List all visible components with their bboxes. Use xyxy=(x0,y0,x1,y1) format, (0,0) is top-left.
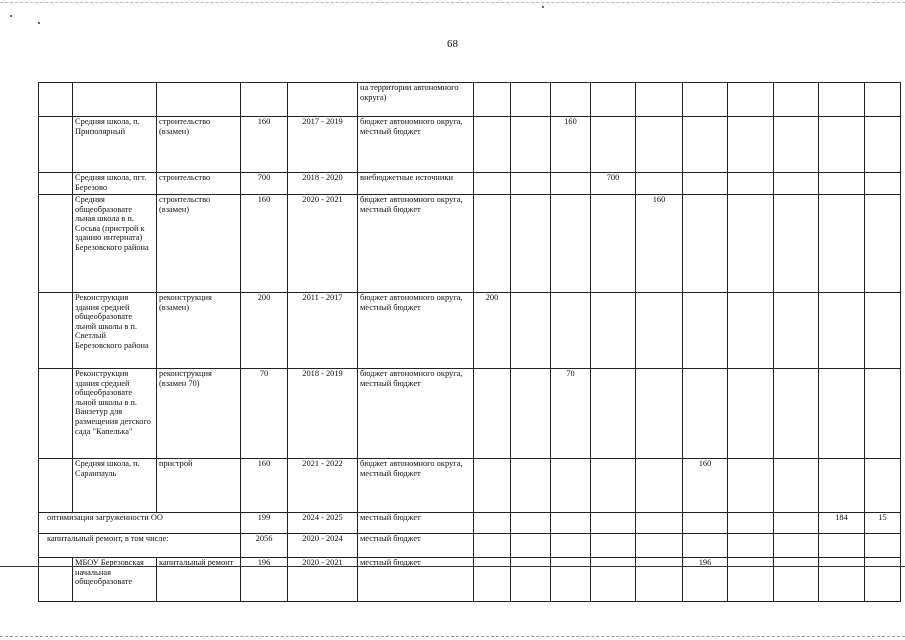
value-cell xyxy=(551,173,591,195)
funding-source-cell: бюджет автономного округа, местный бюджет xyxy=(358,293,474,369)
value-cell xyxy=(474,173,511,195)
table-row xyxy=(39,459,901,513)
bottom-scan-line xyxy=(0,636,905,637)
value-cell xyxy=(591,513,636,534)
value-cell xyxy=(511,513,551,534)
value-cell xyxy=(511,173,551,195)
funding-source-cell: местный бюджет xyxy=(358,513,474,534)
value-cell xyxy=(474,558,511,602)
years-cell: 2020 - 2024 xyxy=(288,534,358,558)
funding-source-cell: бюджет автономного округа, местный бюджет xyxy=(358,459,474,513)
years-cell xyxy=(288,83,358,117)
value-cell xyxy=(591,534,636,558)
index-cell xyxy=(39,558,73,602)
work-type-cell: реконструкция (взамен 70) xyxy=(157,369,241,459)
value-cell xyxy=(774,558,819,602)
value-cell xyxy=(511,369,551,459)
value-cell: 160 xyxy=(683,459,728,513)
value-cell xyxy=(865,369,901,459)
value-cell: 160 xyxy=(636,195,683,293)
value-cell xyxy=(728,459,774,513)
value-cell xyxy=(474,459,511,513)
index-cell xyxy=(39,293,73,369)
value-cell xyxy=(774,513,819,534)
value-cell xyxy=(865,117,901,173)
years-cell: 2020 - 2021 xyxy=(288,558,358,602)
work-type-cell: реконструкция (взамен) xyxy=(157,293,241,369)
value-cell xyxy=(819,173,865,195)
object-name-cell: Средняя школа, п. Приполярный xyxy=(73,117,157,173)
funding-source-cell: бюджет автономного округа, местный бюджет xyxy=(358,195,474,293)
value-cell xyxy=(474,369,511,459)
value-cell xyxy=(474,117,511,173)
work-type-cell: строительство xyxy=(157,173,241,195)
scan-dot xyxy=(38,22,40,24)
index-cell xyxy=(39,195,73,293)
value-cell xyxy=(511,83,551,117)
table-row xyxy=(39,558,901,602)
capacity-cell: 70 xyxy=(241,369,288,459)
index-cell xyxy=(39,459,73,513)
capacity-cell: 199 xyxy=(241,513,288,534)
summary-label-cell: капитальный ремонт, в том числе: xyxy=(39,534,241,558)
value-cell xyxy=(551,558,591,602)
work-type-cell: капитальный ремонт xyxy=(157,558,241,602)
value-cell xyxy=(591,459,636,513)
value-cell xyxy=(591,369,636,459)
value-cell xyxy=(591,558,636,602)
object-name-cell: Средняя школа, п. Саранпауль xyxy=(73,459,157,513)
value-cell xyxy=(819,293,865,369)
value-cell xyxy=(728,83,774,117)
summary-row xyxy=(39,513,901,534)
value-cell xyxy=(774,459,819,513)
value-cell xyxy=(819,369,865,459)
value-cell xyxy=(683,117,728,173)
capacity-cell: 700 xyxy=(241,173,288,195)
table-row xyxy=(39,293,901,369)
object-name-cell: Реконструкция здания средней общеобразовате льной школы в п. Ванзетур для размещения детского сада "Капелька" xyxy=(73,369,157,459)
scan-dot xyxy=(542,6,544,8)
value-cell xyxy=(551,293,591,369)
value-cell: 15 xyxy=(865,513,901,534)
table-row xyxy=(39,195,901,293)
value-cell xyxy=(474,534,511,558)
value-cell xyxy=(511,459,551,513)
value-cell xyxy=(819,83,865,117)
index-cell xyxy=(39,369,73,459)
index-cell xyxy=(39,83,73,117)
value-cell xyxy=(474,195,511,293)
value-cell xyxy=(636,459,683,513)
summary-row xyxy=(39,534,901,558)
value-cell xyxy=(636,117,683,173)
capacity-cell xyxy=(241,83,288,117)
table-row xyxy=(39,83,901,117)
value-cell xyxy=(511,195,551,293)
value-cell xyxy=(728,117,774,173)
table-row xyxy=(39,117,901,173)
value-cell xyxy=(683,83,728,117)
value-cell: 200 xyxy=(474,293,511,369)
value-cell xyxy=(636,369,683,459)
funding-source-cell: бюджет автономного округа, местный бюджет xyxy=(358,117,474,173)
value-cell xyxy=(683,195,728,293)
value-cell xyxy=(728,293,774,369)
capacity-cell: 2056 xyxy=(241,534,288,558)
value-cell xyxy=(683,513,728,534)
capacity-cell: 160 xyxy=(241,459,288,513)
value-cell xyxy=(636,293,683,369)
page-number: 68 xyxy=(447,38,458,50)
years-cell: 2011 - 2017 xyxy=(288,293,358,369)
funding-source-cell: внебюджетные источники xyxy=(358,173,474,195)
work-type-cell: пристрой xyxy=(157,459,241,513)
value-cell xyxy=(591,117,636,173)
years-cell: 2021 - 2022 xyxy=(288,459,358,513)
value-cell xyxy=(728,195,774,293)
scan-dot xyxy=(10,15,12,17)
value-cell xyxy=(728,369,774,459)
years-cell: 2018 - 2020 xyxy=(288,173,358,195)
object-name-cell xyxy=(73,83,157,117)
value-cell xyxy=(636,513,683,534)
capacity-cell: 160 xyxy=(241,117,288,173)
capacity-cell: 196 xyxy=(241,558,288,602)
value-cell xyxy=(865,195,901,293)
value-cell xyxy=(591,195,636,293)
funding-source-cell: бюджет автономного округа, местный бюджет xyxy=(358,369,474,459)
value-cell xyxy=(683,534,728,558)
index-cell xyxy=(39,117,73,173)
value-cell xyxy=(774,117,819,173)
object-name-cell: МБОУ Березовская начальная общеобразовате xyxy=(73,558,157,602)
value-cell xyxy=(819,534,865,558)
value-cell xyxy=(474,83,511,117)
value-cell xyxy=(511,534,551,558)
value-cell xyxy=(728,173,774,195)
value-cell: 160 xyxy=(551,117,591,173)
value-cell xyxy=(865,293,901,369)
years-cell: 2020 - 2021 xyxy=(288,195,358,293)
value-cell xyxy=(551,513,591,534)
value-cell xyxy=(511,293,551,369)
value-cell: 184 xyxy=(819,513,865,534)
capacity-table xyxy=(38,82,901,602)
value-cell xyxy=(819,558,865,602)
value-cell: 700 xyxy=(591,173,636,195)
value-cell xyxy=(511,558,551,602)
value-cell xyxy=(774,369,819,459)
value-cell xyxy=(591,293,636,369)
value-cell xyxy=(591,83,636,117)
value-cell xyxy=(551,459,591,513)
value-cell xyxy=(774,293,819,369)
value-cell xyxy=(551,83,591,117)
value-cell xyxy=(511,117,551,173)
capacity-cell: 200 xyxy=(241,293,288,369)
table-row xyxy=(39,173,901,195)
years-cell: 2018 - 2019 xyxy=(288,369,358,459)
value-cell xyxy=(683,293,728,369)
scan-overlay-line xyxy=(0,566,905,567)
value-cell xyxy=(636,173,683,195)
object-name-cell: Средняя общеобразовате льная школа в п. Сосьва (пристрой к зданию интерната) Березовского района xyxy=(73,195,157,293)
work-type-cell xyxy=(157,83,241,117)
value-cell: 70 xyxy=(551,369,591,459)
work-type-cell: строительство (взамен) xyxy=(157,195,241,293)
summary-label-cell: оптимизация загруженности ОО xyxy=(39,513,241,534)
value-cell xyxy=(683,173,728,195)
value-cell xyxy=(865,83,901,117)
years-cell: 2024 - 2025 xyxy=(288,513,358,534)
table-row xyxy=(39,369,901,459)
value-cell xyxy=(683,369,728,459)
capacity-cell: 160 xyxy=(241,195,288,293)
value-cell: 196 xyxy=(683,558,728,602)
work-type-cell: строительство (взамен) xyxy=(157,117,241,173)
value-cell xyxy=(636,534,683,558)
funding-source-cell: на территории автономного округа) xyxy=(358,83,474,117)
funding-source-cell: местный бюджет xyxy=(358,534,474,558)
value-cell xyxy=(774,173,819,195)
object-name-cell: Средняя школа, пгт. Березово xyxy=(73,173,157,195)
value-cell xyxy=(474,513,511,534)
years-cell: 2017 - 2019 xyxy=(288,117,358,173)
value-cell xyxy=(636,558,683,602)
value-cell xyxy=(636,83,683,117)
value-cell xyxy=(865,534,901,558)
value-cell xyxy=(819,117,865,173)
value-cell xyxy=(774,83,819,117)
top-scan-line xyxy=(0,2,905,3)
value-cell xyxy=(774,195,819,293)
index-cell xyxy=(39,173,73,195)
value-cell xyxy=(819,459,865,513)
value-cell xyxy=(551,195,591,293)
funding-source-cell: местный бюджет xyxy=(358,558,474,602)
value-cell xyxy=(865,173,901,195)
value-cell xyxy=(728,558,774,602)
object-name-cell: Реконструкция здания средней общеобразовате льной школы в п. Светлый Березовского района xyxy=(73,293,157,369)
value-cell xyxy=(728,513,774,534)
value-cell xyxy=(551,534,591,558)
value-cell xyxy=(774,534,819,558)
value-cell xyxy=(819,195,865,293)
value-cell xyxy=(865,459,901,513)
value-cell xyxy=(728,534,774,558)
value-cell xyxy=(865,558,901,602)
